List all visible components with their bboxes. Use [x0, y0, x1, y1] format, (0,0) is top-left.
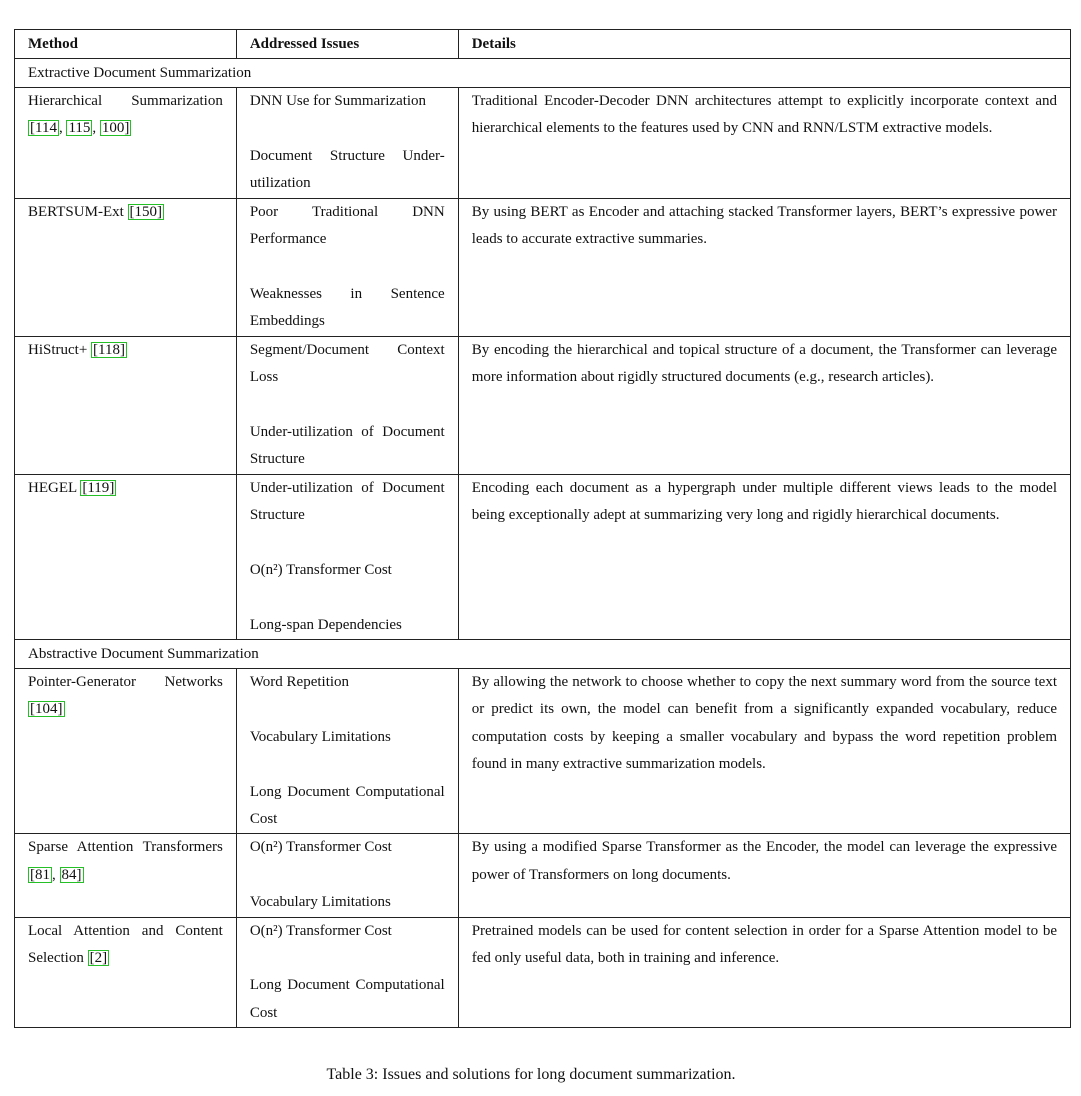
table-row — [15, 834, 1071, 917]
table-row — [15, 917, 1071, 1028]
method-name: HiStruct+ — [28, 341, 88, 358]
issue-item: Vocabulary Limitations — [249, 728, 391, 745]
citation-link[interactable]: [150] — [129, 203, 163, 220]
method-name: Hierarchical Summarization — [28, 93, 223, 109]
details-cell: By encoding the hierarchical and topical structure of a document, the Transformer can leverage more information about rigidly structured documents (e.g., research articles). — [458, 336, 1070, 474]
details-cell: By allowing the network to choose whether to copy the next summary word from the source text or predict its own, the model can benefit from a significantly expanded vocabulary, reduce computation costs by keeping a smaller vocabulary and bypass the word repetition problem found in many extractive summarization models. — [458, 669, 1070, 834]
issue-item: Under-utilization of Document Structure — [249, 423, 445, 468]
details-cell: By using BERT as Encoder and attaching stacked Transformer layers, BERT’s expressive power leads to accurate extractive summaries. — [458, 198, 1070, 336]
issue-item: Long Document Computational Cost — [249, 977, 445, 1021]
issues-cell — [236, 474, 458, 639]
table-row — [15, 669, 1071, 834]
section-title: Abstractive Document Summarization — [15, 640, 1071, 669]
issue-item: O(n²) Transformer Cost — [249, 839, 392, 856]
method-name: Local Attention and Content Selection — [28, 922, 223, 967]
method-cell — [15, 474, 237, 639]
table-header-row — [15, 30, 1071, 59]
citation-number: 115 — [68, 120, 91, 137]
header-method: Method — [15, 30, 237, 59]
method-name: BERTSUM-Ext — [28, 203, 124, 220]
citation-link[interactable] — [66, 120, 92, 136]
citation-number: 118 — [98, 341, 120, 358]
method-cell — [15, 336, 237, 474]
method-cell — [15, 917, 237, 1028]
details-cell: Traditional Encoder-Decoder DNN architectures attempt to explicitly incorporate context and hierarchical elements to the features used by CNN and RNN/LSTM extractive models. — [458, 88, 1070, 199]
header-issues: Addressed Issues — [236, 30, 458, 59]
details-cell: Encoding each document as a hypergraph under multiple different views leads to the model being exceptionally adept at summarizing very long and rigidly hierarchical documents. — [458, 474, 1070, 639]
issue-item: Word Repetition — [249, 674, 350, 691]
citation-link[interactable]: [118] — [93, 341, 125, 358]
citation-link[interactable]: [2] — [89, 950, 108, 967]
citation-number: 100 — [101, 120, 125, 137]
issues-cell — [236, 88, 458, 199]
table-row — [15, 474, 1071, 639]
method-cell: Hierarchical Summarization [114 , 115 , 100] — [15, 88, 237, 199]
issue-item: O(n²) Transformer Cost — [249, 922, 392, 939]
section-title: Extractive Document Summarization — [15, 59, 1071, 88]
issues-cell — [236, 198, 458, 336]
issue-item: O(n²) Transformer Cost — [249, 561, 392, 578]
issues-cell — [236, 917, 458, 1028]
issue-item: DNN Use for Summarization — [249, 93, 427, 109]
issue-item: Long-span Dependencies — [249, 616, 402, 633]
section-header-row — [15, 59, 1071, 88]
method-cell — [15, 198, 237, 336]
summary-table — [14, 29, 1071, 1028]
citation-number: 114 — [35, 120, 57, 137]
table-body — [15, 59, 1071, 1028]
issues-cell — [236, 834, 458, 917]
issues-cell — [236, 669, 458, 834]
method-cell — [15, 669, 237, 834]
method-name: Pointer-Generator Networks — [28, 674, 223, 691]
table-caption: Table 3: Issues and solutions for long document summarization. — [326, 1066, 736, 1083]
issues-cell — [236, 336, 458, 474]
table-row — [15, 336, 1071, 474]
citation-link[interactable]: [114 — [30, 120, 57, 137]
table-row — [15, 198, 1071, 336]
issue-item: Under-utilization of Document Structure — [249, 479, 445, 524]
citation-link[interactable]: [81 — [30, 866, 50, 883]
issue-item: Weaknesses in Sentence Embeddings — [249, 285, 445, 330]
issue-item: Document Structure Under-utilization — [249, 147, 445, 192]
citation-link[interactable]: 100] — [101, 120, 130, 137]
citation-number: 81 — [35, 866, 50, 883]
citation-link[interactable]: [104] — [30, 701, 63, 718]
citation-number: 84 — [61, 866, 77, 883]
method-name: HEGEL — [28, 479, 77, 496]
citation-link[interactable]: [119] — [82, 479, 115, 496]
section-header-row — [15, 640, 1071, 669]
method-cell: Sparse Attention Transformers [81 , 84] — [15, 834, 237, 917]
citation-number: 104 — [35, 701, 58, 718]
issue-item: Poor Traditional DNN Performance — [249, 203, 445, 248]
header-details: Details — [458, 30, 1070, 59]
citation-number: 150 — [134, 203, 158, 220]
issue-item: Long Document Computational Cost — [249, 783, 445, 828]
method-name: Sparse Attention Transformers — [28, 839, 223, 856]
details-cell: Pretrained models can be used for content selection in order for a Sparse Attention model to be fed only useful data, both in training and inference. — [458, 917, 1070, 1028]
issue-item: Vocabulary Limitations — [249, 894, 391, 911]
details-cell: By using a modified Sparse Transformer as the Encoder, the model can leverage the expressive power of Transformers on long documents. — [458, 834, 1070, 917]
table-row — [15, 88, 1071, 199]
citation-number: 2 — [94, 950, 103, 967]
citation-number: 119 — [87, 479, 110, 496]
issue-item: Segment/Document Context Loss — [249, 341, 445, 386]
citation-link[interactable]: 84] — [61, 866, 82, 883]
